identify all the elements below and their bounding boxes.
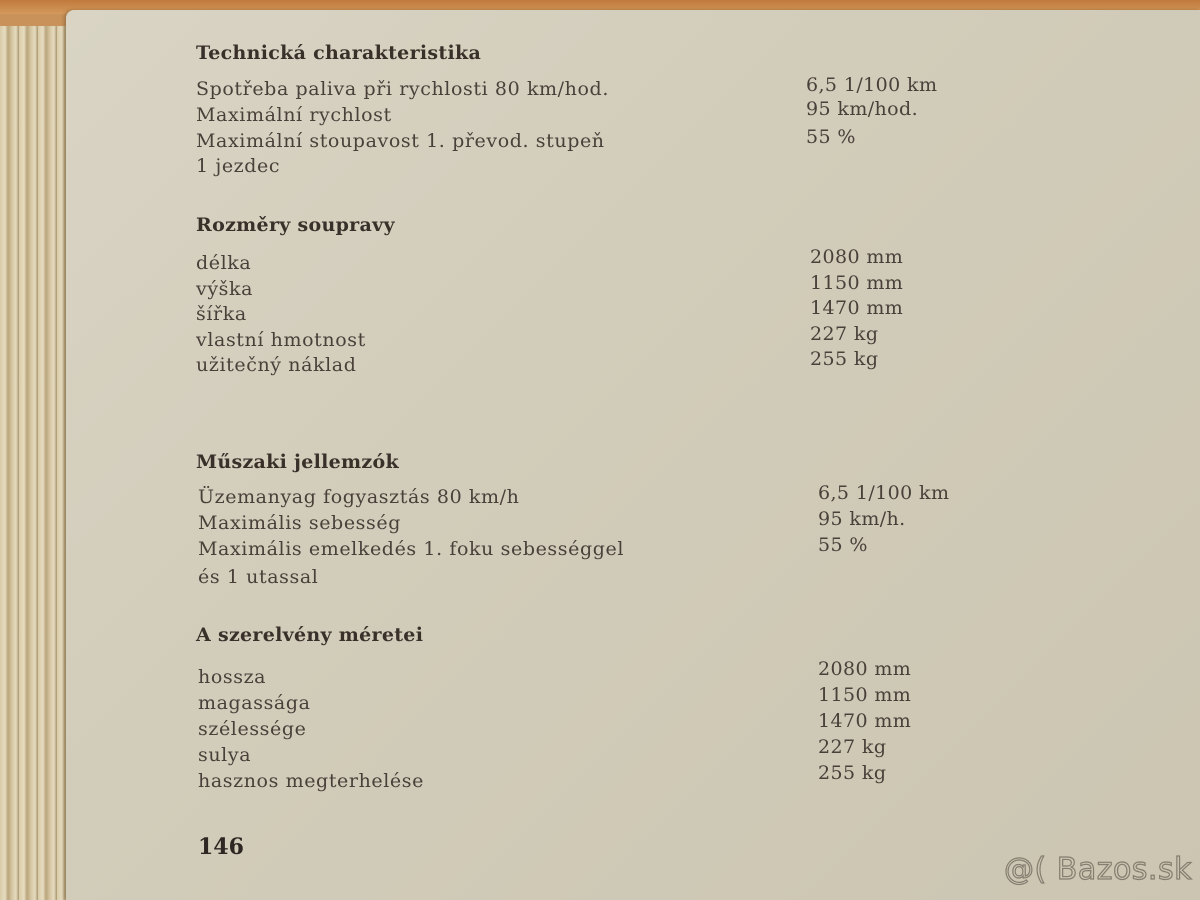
spec-value: 95 km/hod. (806, 98, 919, 120)
spec-row (0, 658, 1200, 692)
spec-label: Maximális emelkedés 1. foku sebességgel (198, 538, 625, 560)
section-heading-hungarian-technical: Műszaki jellemzók (196, 451, 399, 473)
spec-row (0, 297, 1200, 329)
spec-row (0, 566, 1200, 592)
spec-row (0, 126, 1200, 156)
spec-row (0, 534, 1200, 564)
spec-label: és 1 utassal (198, 566, 319, 588)
spec-value: 55 % (818, 534, 868, 556)
spec-label: Maximální rychlost (196, 104, 392, 126)
spec-row (0, 684, 1200, 718)
spec-value: 227 kg (810, 323, 879, 345)
spec-row (0, 246, 1200, 278)
spec-value: 227 kg (818, 736, 887, 758)
spec-label: délka (196, 252, 252, 274)
section-heading-czech-dimensions: Rozměry soupravy (196, 214, 395, 236)
spec-value: 1470 mm (818, 710, 912, 732)
spec-value: 255 kg (810, 348, 879, 370)
spec-row (0, 272, 1200, 304)
spec-label: šířka (196, 303, 247, 325)
spec-label: hasznos megterhelése (198, 770, 424, 792)
spec-value: 2080 mm (810, 246, 904, 268)
bazos-watermark: @( Bazos.sk (1004, 852, 1192, 887)
spec-value: 55 % (806, 126, 856, 148)
spec-value: 95 km/h. (818, 508, 906, 530)
spec-label: 1 jezdec (196, 155, 281, 177)
spec-label: szélessége (198, 718, 307, 740)
spec-row (0, 508, 1200, 538)
spec-value: 2080 mm (818, 658, 912, 680)
spec-row (0, 74, 1200, 104)
spec-label: hossza (198, 666, 267, 688)
spec-row (0, 736, 1200, 770)
spec-label: užitečný náklad (196, 354, 357, 376)
spec-label: výška (196, 278, 254, 300)
spec-value: 255 kg (818, 762, 887, 784)
spec-label: Spotřeba paliva při rychlosti 80 km/hod. (196, 78, 609, 100)
spec-value: 1150 mm (810, 272, 904, 294)
spec-value: 6,5 1/100 km (806, 74, 938, 96)
spec-row (0, 710, 1200, 744)
page-number: 146 (198, 834, 244, 860)
spec-label: Maximális sebesség (198, 512, 401, 534)
spec-row (0, 348, 1200, 380)
spec-row (0, 323, 1200, 355)
spec-label: sulya (198, 744, 252, 766)
spec-value: 1150 mm (818, 684, 912, 706)
spec-row (0, 482, 1200, 512)
spec-label: Üzemanyag fogyasztás 80 km/h (198, 486, 520, 508)
spec-value: 6,5 1/100 km (818, 482, 950, 504)
spec-value: 1470 mm (810, 297, 904, 319)
spec-row (0, 762, 1200, 796)
section-heading-hungarian-dimensions: A szerelvény méretei (196, 624, 424, 646)
spec-row (0, 98, 1200, 130)
spec-row (0, 155, 1200, 181)
spec-label: Maximální stoupavost 1. převod. stupeň (196, 130, 605, 152)
section-heading-czech-technical: Technická charakteristika (196, 42, 482, 64)
spec-label: vlastní hmotnost (196, 329, 366, 351)
spec-label: magassága (198, 692, 311, 714)
